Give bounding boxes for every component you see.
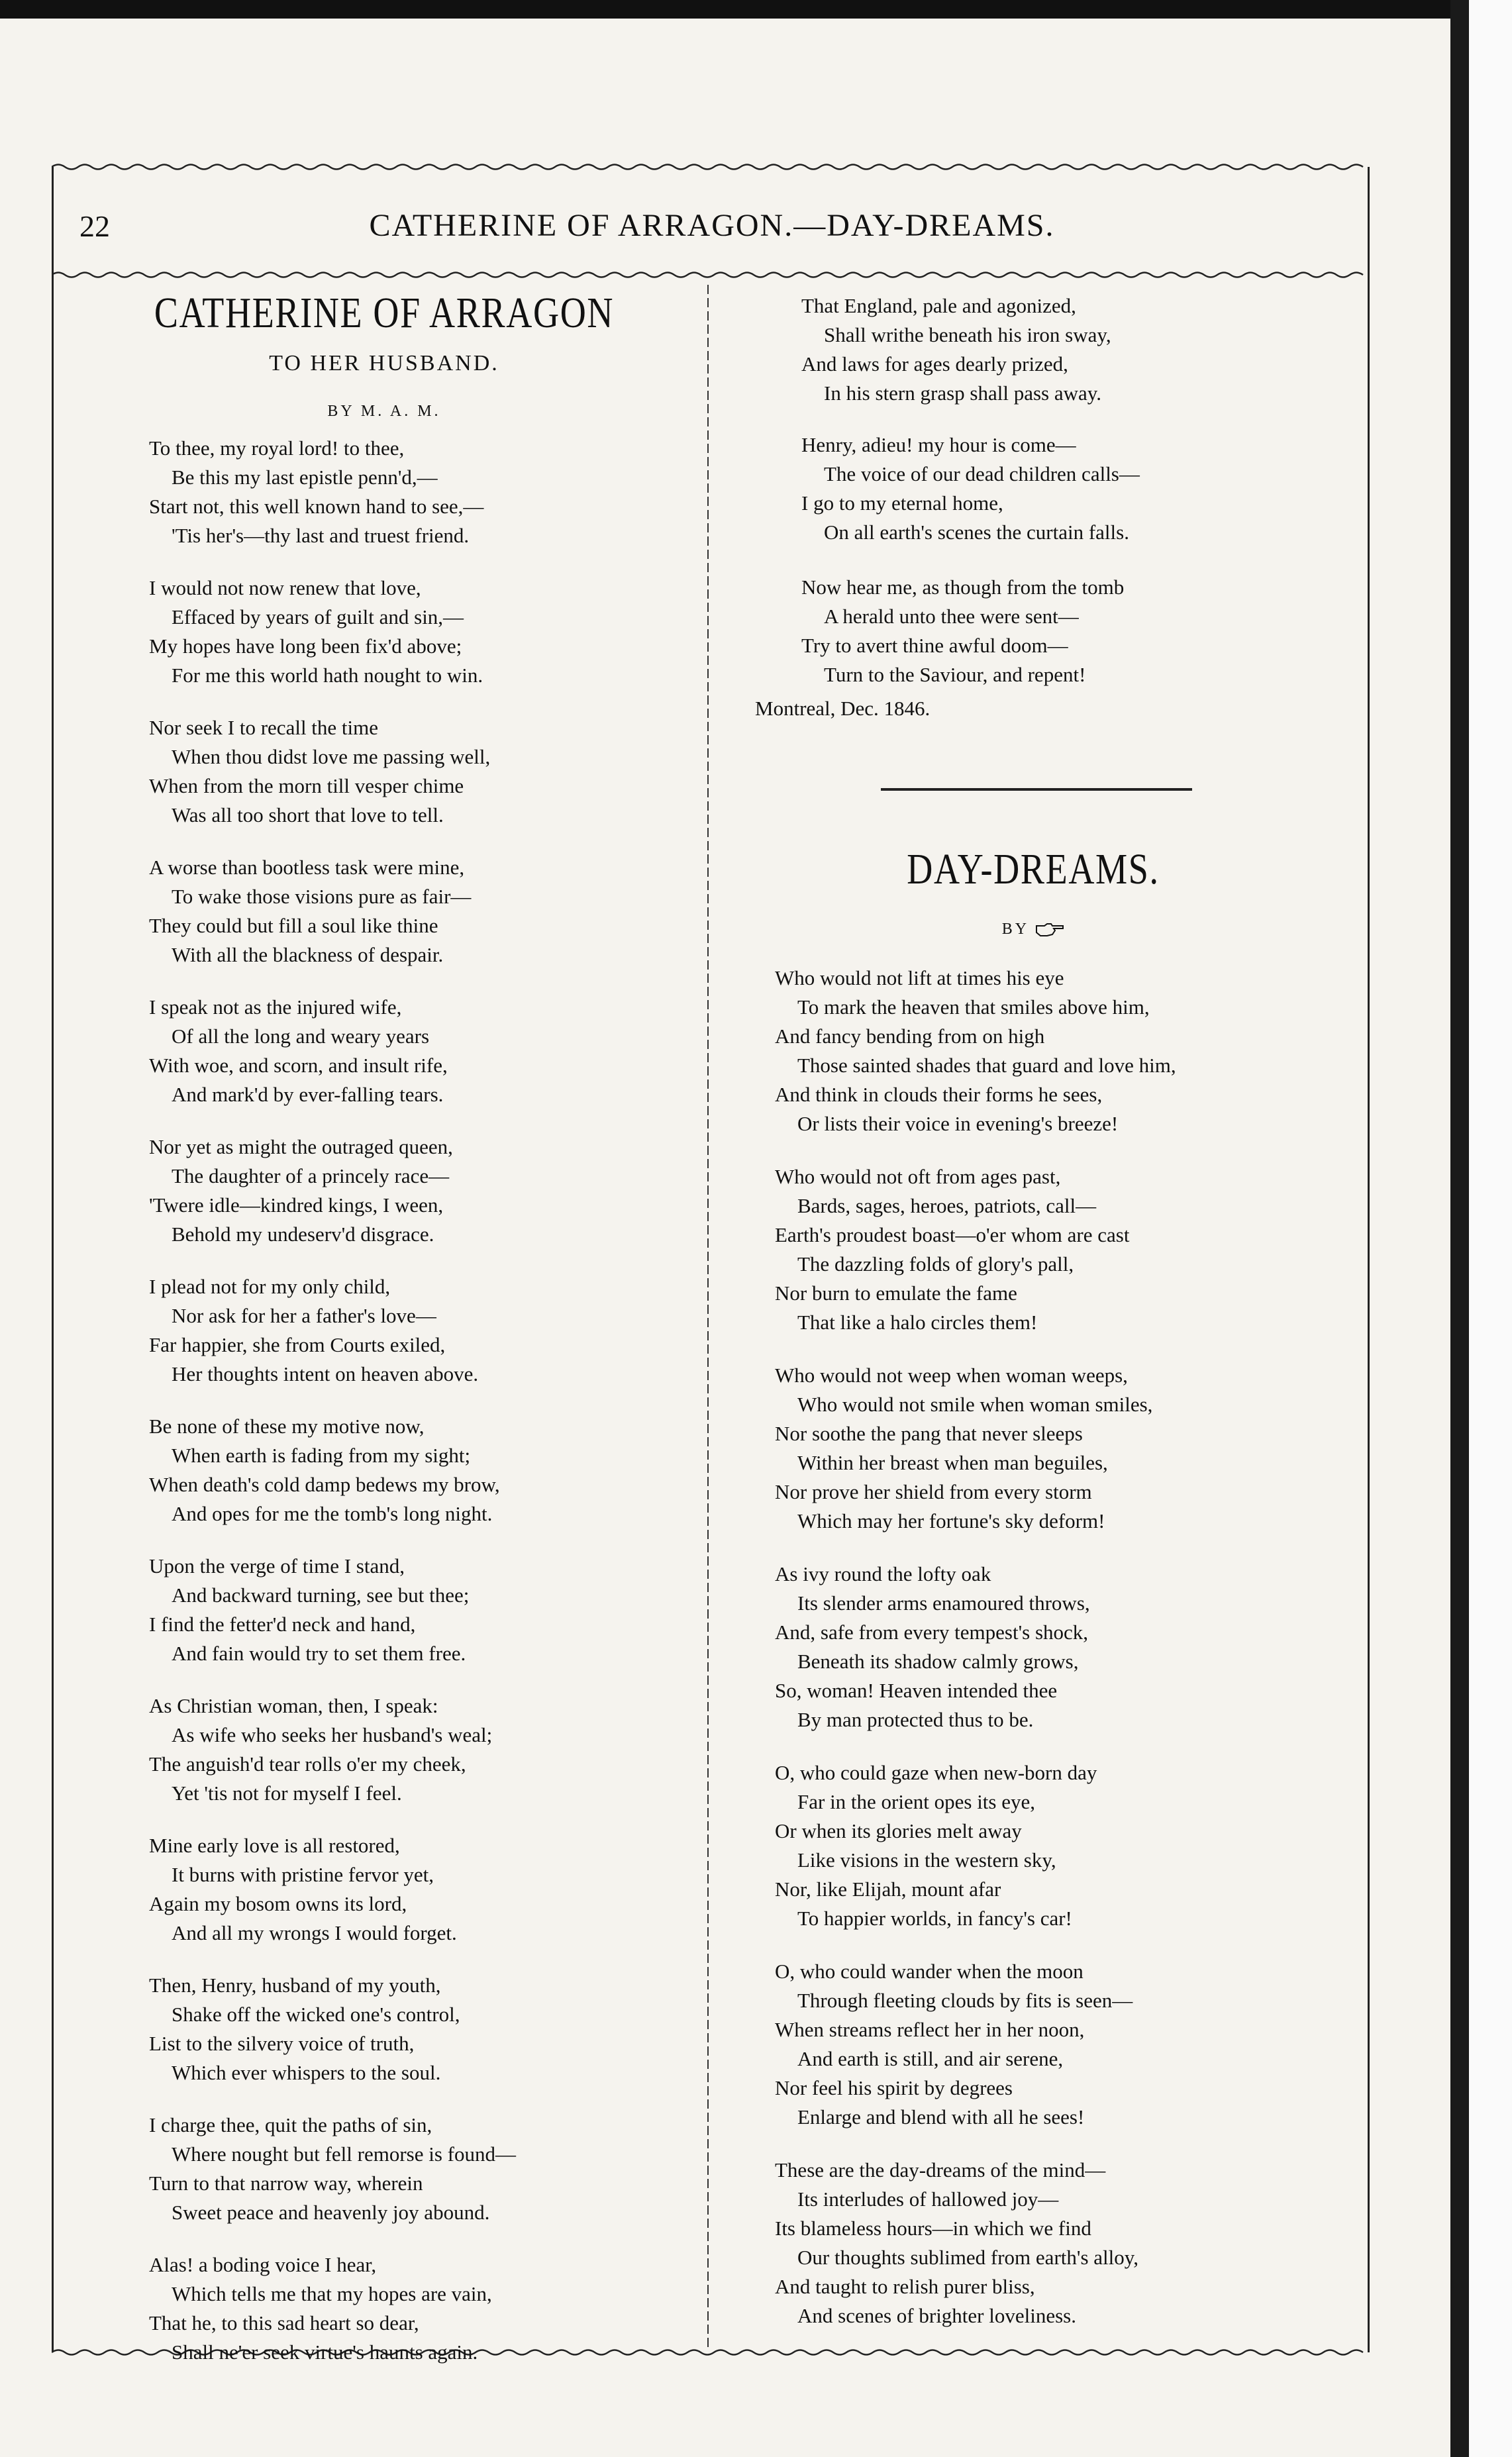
- stanza: [801, 430, 1140, 547]
- verse-line: I would not now renew that love,: [149, 576, 421, 599]
- verse-line: As ivy round the lofty oak: [775, 1562, 991, 1585]
- poem1-subtitle: TO HER HUSBAND.: [269, 351, 499, 376]
- poem1-title: CATHERINE OF ARRAGON: [154, 289, 615, 337]
- verse-line: My hopes have long been fix'd above;: [149, 634, 462, 658]
- verse-line: And backward turning, see but thee;: [172, 1583, 470, 1607]
- verse-line: Its blameless hours—in which we find: [775, 2217, 1091, 2240]
- verse-line: And, safe from every tempest's shock,: [775, 1621, 1089, 1644]
- verse-line: Nor, like Elijah, mount afar: [775, 1878, 1001, 1901]
- verse-line: Who would not smile when woman smiles,: [797, 1393, 1153, 1416]
- verse-line: And opes for me the tomb's long night.: [172, 1502, 493, 1525]
- verse-line: To thee, my royal lord! to thee,: [149, 436, 405, 460]
- verse-line: Be none of these my motive now,: [149, 1415, 425, 1438]
- stanza: [149, 853, 471, 970]
- verse-line: Then, Henry, husband of my youth,: [149, 1974, 441, 1997]
- running-title: CATHERINE OF ARRAGON.—DAY-DREAMS.: [369, 208, 1055, 243]
- verse-line: The dazzling folds of glory's pall,: [797, 1252, 1074, 1276]
- verse-line: When streams reflect her in her noon,: [775, 2018, 1085, 2041]
- verse-line: Nor yet as might the outraged queen,: [149, 1135, 453, 1158]
- verse-line: Bards, sages, heroes, patriots, call—: [797, 1194, 1097, 1217]
- stanza: [149, 2111, 516, 2227]
- verse-line: Nor soothe the pang that never sleeps: [775, 1422, 1083, 1445]
- verse-line: Nor prove her shield from every storm: [775, 1480, 1092, 1503]
- stanza: [149, 1412, 500, 1529]
- scan-binding-edge: [1450, 0, 1469, 2457]
- verse-line: Turn to that narrow way, wherein: [149, 2172, 423, 2195]
- verse-line: When thou didst love me passing well,: [172, 745, 491, 768]
- stanza: [149, 713, 490, 830]
- scan-top-edge: [0, 0, 1512, 19]
- verse-line: Henry, adieu! my hour is come—: [801, 433, 1076, 456]
- stanza: [149, 1272, 478, 1389]
- verse-line: Now hear me, as though from the tomb: [801, 576, 1125, 599]
- verse-line: I plead not for my only child,: [149, 1275, 391, 1298]
- verse-line: Like visions in the western sky,: [797, 1848, 1056, 1872]
- verse-line: Its slender arms enamoured throws,: [797, 1591, 1090, 1615]
- verse-line: And laws for ages dearly prized,: [801, 352, 1068, 376]
- verse-line: Alas! a boding voice I hear,: [149, 2253, 377, 2276]
- verse-line: Nor ask for her a father's love—: [172, 1304, 436, 1327]
- column-divider: [707, 285, 709, 2351]
- verse-line: Nor feel his spirit by degrees: [775, 2076, 1013, 2099]
- verse-line: And fancy bending from on high: [775, 1025, 1045, 1048]
- verse-line: And taught to relish purer bliss,: [775, 2275, 1035, 2298]
- verse-line: Sweet peace and heavenly joy abound.: [172, 2201, 490, 2224]
- verse-line: In his stern grasp shall pass away.: [824, 381, 1101, 405]
- verse-line: As wife who seeks her husband's weal;: [172, 1723, 493, 1746]
- verse-line: They could but fill a soul like thine: [149, 914, 438, 937]
- verse-line: Try to avert thine awful doom—: [801, 634, 1068, 657]
- verse-line: A worse than bootless task were mine,: [149, 856, 465, 879]
- stanza: [775, 1560, 1090, 1734]
- stanza: [775, 1758, 1097, 1933]
- verse-line: By man protected thus to be.: [797, 1708, 1034, 1731]
- verse-line: It burns with pristine fervor yet,: [172, 1863, 434, 1886]
- stanza: [149, 574, 483, 690]
- verse-line: To happier worlds, in fancy's car!: [797, 1907, 1072, 1930]
- verse-line: Nor burn to emulate the fame: [775, 1281, 1017, 1305]
- verse-line: Our thoughts sublimed from earth's alloy,: [797, 2246, 1138, 2269]
- verse-line: Where nought but fell remorse is found—: [172, 2142, 516, 2166]
- verse-line: Upon the verge of time I stand,: [149, 1554, 405, 1578]
- verse-line: Enlarge and blend with all he sees!: [797, 2105, 1085, 2129]
- verse-line: With all the blackness of despair.: [172, 943, 444, 966]
- stanza: [775, 1361, 1152, 1536]
- verse-line: Her thoughts intent on heaven above.: [172, 1362, 479, 1385]
- verse-line: I charge thee, quit the paths of sin,: [149, 2113, 432, 2136]
- stanza: [149, 1831, 457, 1948]
- stanza: [149, 434, 483, 550]
- verse-line: When earth is fading from my sight;: [172, 1444, 471, 1467]
- verse-line: I find the fetter'd neck and hand,: [149, 1613, 416, 1636]
- verse-line: So, woman! Heaven intended thee: [775, 1679, 1058, 1702]
- verse-line: List to the silvery voice of truth,: [149, 2032, 415, 2055]
- stanza: [775, 1957, 1133, 2132]
- verse-line: 'Twere idle—kindred kings, I ween,: [149, 1193, 444, 1217]
- dateline: Montreal, Dec. 1846.: [755, 697, 931, 720]
- poem1-byline: BY M. A. M.: [327, 403, 441, 420]
- stanza: [149, 1552, 469, 1668]
- verse-line: With woe, and scorn, and insult rife,: [149, 1054, 448, 1077]
- stanza: [149, 993, 448, 1109]
- verse-line: And mark'd by ever-falling tears.: [172, 1083, 444, 1106]
- verse-line: Was all too short that love to tell.: [172, 803, 444, 827]
- verse-line: Yet 'tis not for myself I feel.: [172, 1781, 402, 1805]
- verse-line: Through fleeting clouds by fits is seen—: [797, 1989, 1133, 2012]
- verse-line: That he, to this sad heart so dear,: [149, 2311, 419, 2334]
- verse-line: Again my bosom owns its lord,: [149, 1892, 407, 1915]
- verse-line: The daughter of a princely race—: [172, 1164, 450, 1187]
- verse-line: Shall writhe beneath his iron sway,: [824, 323, 1111, 346]
- page-header: [53, 202, 1371, 255]
- verse-line: To mark the heaven that smiles above him,: [797, 995, 1150, 1019]
- verse-line: Far in the orient opes its eye,: [797, 1790, 1035, 1813]
- verse-line: I go to my eternal home,: [801, 491, 1003, 515]
- stanza: [149, 2250, 492, 2367]
- poem2-title: DAY-DREAMS.: [907, 845, 1160, 893]
- verse-line: And earth is still, and air serene,: [797, 2047, 1064, 2070]
- page-number: 22: [79, 209, 110, 243]
- verse-line: When from the morn till vesper chime: [149, 774, 464, 797]
- stanza: [801, 291, 1111, 408]
- verse-line: For me this world hath nought to win.: [172, 664, 483, 687]
- verse-line: Those sainted shades that guard and love him,: [797, 1054, 1176, 1077]
- verse-line: And fain would try to set them free.: [172, 1642, 466, 1665]
- verse-line: On all earth's scenes the curtain falls.: [824, 521, 1129, 544]
- stanza: [149, 1971, 460, 2087]
- verse-line: Beneath its shadow calmly grows,: [797, 1650, 1079, 1673]
- verse-line: And all my wrongs I would forget.: [172, 1921, 457, 1944]
- verse-line: Within her breast when man beguiles,: [797, 1451, 1108, 1474]
- verse-line: To wake those visions pure as fair—: [172, 885, 472, 908]
- verse-line: Behold my undeserv'd disgrace.: [172, 1223, 434, 1246]
- verse-line: O, who could gaze when new-born day: [775, 1761, 1097, 1784]
- verse-line: When death's cold damp bedews my brow,: [149, 1473, 500, 1496]
- poem2-byline-label: BY: [1001, 921, 1029, 938]
- poem-separator-rule: [881, 788, 1192, 791]
- verse-line: Earth's proudest boast—o'er whom are cast: [775, 1223, 1130, 1246]
- verse-line: Which ever whispers to the soul.: [172, 2061, 441, 2084]
- verse-line: Who would not lift at times his eye: [775, 966, 1064, 989]
- verse-line: Or when its glories melt away: [775, 1819, 1022, 1842]
- verse-line: Nor seek I to recall the time: [149, 716, 379, 739]
- stanza: [775, 1162, 1129, 1337]
- stanza: [775, 964, 1176, 1138]
- verse-line: Turn to the Saviour, and repent!: [824, 663, 1086, 686]
- verse-line: Shake off the wicked one's control,: [172, 2003, 460, 2026]
- verse-line: Far happier, she from Courts exiled,: [149, 1333, 446, 1356]
- verse-line: Who would not weep when woman weeps,: [775, 1364, 1128, 1387]
- verse-line: Of all the long and weary years: [172, 1025, 430, 1048]
- verse-line: Its interludes of hallowed joy—: [797, 2187, 1059, 2211]
- verse-line: Shall ne'er seek virtue's haunts again.: [172, 2340, 478, 2364]
- verse-line: That England, pale and agonized,: [801, 294, 1076, 317]
- stanza: [149, 1691, 492, 1808]
- verse-line: Effaced by years of guilt and sin,—: [172, 605, 464, 628]
- verse-line: As Christian woman, then, I speak:: [149, 1694, 438, 1717]
- verse-line: The anguish'd tear rolls o'er my cheek,: [149, 1752, 466, 1776]
- verse-line: These are the day-dreams of the mind—: [775, 2158, 1106, 2181]
- verse-line: Which tells me that my hopes are vain,: [172, 2282, 492, 2305]
- verse-line: O, who could wander when the moon: [775, 1960, 1084, 1983]
- pointing-hand-icon: [1035, 922, 1064, 938]
- verse-line: That like a halo circles them!: [797, 1311, 1038, 1334]
- verse-line: The voice of our dead children calls—: [824, 462, 1140, 485]
- verse-line: And scenes of brighter loveliness.: [797, 2304, 1076, 2327]
- verse-line: I speak not as the injured wife,: [149, 995, 402, 1019]
- verse-line: Which may her fortune's sky deform!: [797, 1509, 1105, 1532]
- stanza: [801, 573, 1124, 689]
- stanza: [149, 1132, 453, 1249]
- verse-line: And think in clouds their forms he sees,: [775, 1083, 1103, 1106]
- stanza: [775, 2156, 1138, 2331]
- verse-line: Start not, this well known hand to see,—: [149, 495, 484, 518]
- poem2-byline: [735, 921, 1331, 938]
- verse-line: A herald unto thee were sent—: [824, 605, 1079, 628]
- verse-line: 'Tis her's—thy last and truest friend.: [172, 524, 470, 547]
- scan-margin: [1469, 0, 1512, 2457]
- verse-line: Who would not oft from ages past,: [775, 1165, 1061, 1188]
- verse-line: Be this my last epistle penn'd,—: [172, 466, 438, 489]
- verse-line: Or lists their voice in evening's breeze!: [797, 1112, 1119, 1135]
- verse-line: Mine early love is all restored,: [149, 1834, 400, 1857]
